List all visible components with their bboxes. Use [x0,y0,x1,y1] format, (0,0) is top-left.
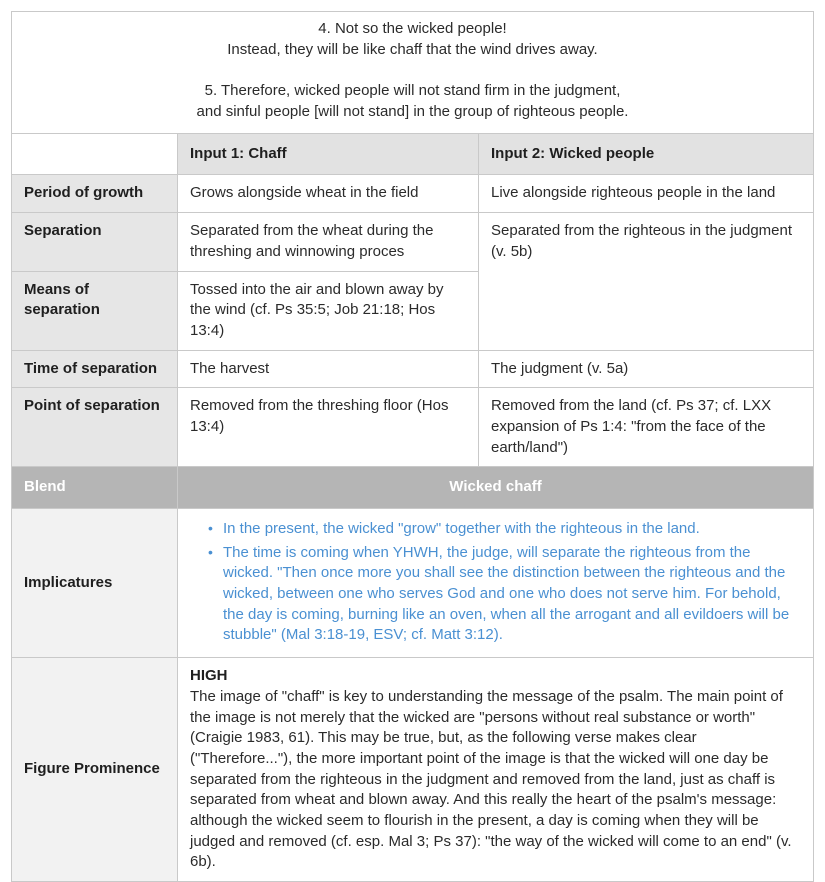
verse-stanza-5 [24,81,801,122]
cell-chaff-period-of-growth: Grows alongside wheat in the field [178,175,479,213]
row-label-separation: Separation [12,213,178,271]
cell-chaff-time-of-separation: The harvest [178,350,479,388]
row-label-period-of-growth: Period of growth [12,175,178,213]
cell-chaff-means-of-separation: Tossed into the air and blown away by the wind (cf. Ps 35:5; Job 21:18; Hos 13:4) [178,271,479,350]
header-input2-wicked-people: Input 2: Wicked people [479,133,814,175]
implicature-list [190,519,801,646]
verse-row [12,12,814,134]
verse-line: and sinful people [will not stand] in the group of righteous people. [196,103,629,121]
table-row-time-of-separation [12,350,814,388]
verse-block [12,12,814,134]
cell-wicked-point-of-separation: Removed from the land (cf. Ps 37; cf. LXX expansion of Ps 1:4: "from the face of the earth/land") [479,388,814,467]
implicature-item: • The time is coming when YHWH, the judge, will separate the righteous from the wicked. "Then once more you shall see the distinction between the righteous and the wicked, between one who serves God and one who does not serve him. For behold, the day is coming, burning like an oven, when all the arrogant and all evildoers will be stubble" (Mal 3:18-19, ESV; cf. Matt 3:12). [208,543,801,646]
verse-line: 4. Not so the wicked people! [318,20,507,37]
row-label-implicatures: Implicatures [12,509,178,658]
cell-figure-prominence [178,658,814,882]
row-label-point-of-separation: Point of separation [12,388,178,467]
header-row [12,133,814,175]
figure-prominence-text: The image of "chaff" is key to understanding the message of the psalm. The main point of the image is not merely that the wicked are "persons without real substance or worth" (Craigie 1983, 61). This may be true, but, as the following verse makes clear ("Therefore..."), the more important point of the image is that the wicked will one day be separated from the righteous in the judgment and removed from the land, just as chaff is separated from wheat and blown away. And this really the heart of the psalm's message: although the wicked seem to flourish in the present, a day is coming when they will be judged and removed (cf. esp. Mal 3; Ps 37): "the way of the wicked will come to an end" (v. 6b). [190,687,792,871]
cell-wicked-period-of-growth: Live alongside righteous people in the land [479,175,814,213]
cell-implicatures [178,509,814,658]
blend-row-label: Blend [12,467,178,509]
table-row-separation [12,213,814,271]
comparison-table [11,11,814,882]
row-label-figure-prominence: Figure Prominence [12,658,178,882]
table-row-point-of-separation [12,388,814,467]
table-row-period-of-growth [12,175,814,213]
header-corner-cell [12,133,178,175]
verse-line: Instead, they will be like chaff that the wind drives away. [227,40,598,58]
blend-analysis-sheet [11,11,814,882]
row-label-time-of-separation: Time of separation [12,350,178,388]
header-input1-chaff: Input 1: Chaff [178,133,479,175]
blend-value: Wicked chaff [178,467,814,509]
verse-line: 5. Therefore, wicked people will not stand firm in the judgment, [204,82,621,100]
figure-prominence-rating: HIGH [190,667,228,685]
cell-wicked-separation: Separated from the righteous in the judgment (v. 5b) [479,213,814,350]
row-label-means-of-separation: Means of separation [12,271,178,350]
table-row-blend [12,467,814,509]
cell-chaff-point-of-separation: Removed from the threshing floor (Hos 13:4) [178,388,479,467]
implicature-item: • In the present, the wicked "grow" together with the righteous in the land. [208,519,801,540]
table-row-implicatures [12,509,814,658]
cell-chaff-separation: Separated from the wheat during the threshing and winnowing proces [178,213,479,271]
cell-wicked-time-of-separation: The judgment (v. 5a) [479,350,814,388]
table-row-figure-prominence [12,658,814,882]
verse-stanza-4 [24,19,801,60]
